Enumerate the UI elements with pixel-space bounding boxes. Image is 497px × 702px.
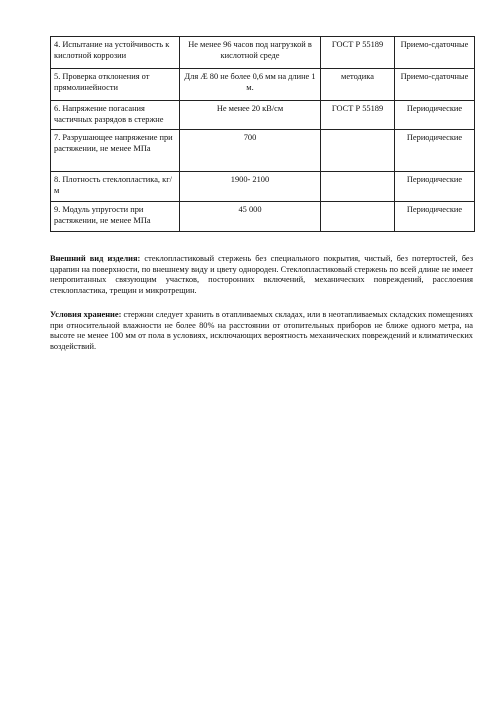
parameter-name-cell: 5. Проверка отклонения от прямолинейности [51,69,180,101]
table-row [51,172,475,202]
test-method-cell: ГОСТ Р 55189 [321,101,395,130]
parameter-value-cell: Не менее 20 кВ/см [180,101,321,130]
parameter-name-cell: 7. Разрушающее напряжение при растяжении, не менее МПа [51,130,180,172]
appearance-paragraph [50,254,473,296]
appearance-heading: Внешний вид изделия: [50,254,141,263]
parameter-name-cell: 8. Плотность стеклопластика, кг/м [51,172,180,202]
test-type-cell: Приемо-сдаточные [395,37,475,69]
parameter-name-cell: 9. Модуль упругости при растяжении, не менее МПа [51,202,180,232]
parameter-value-cell: 700 [180,130,321,172]
parameter-value-cell: 45 000 [180,202,321,232]
storage-paragraph [50,310,473,352]
parameter-value-cell: Для Æ 80 не более 0,6 мм на длине 1 м. [180,69,321,101]
test-method-cell: ГОСТ Р 55189 [321,37,395,69]
test-type-cell: Периодические [395,130,475,172]
test-type-cell: Периодические [395,202,475,232]
test-method-cell [321,202,395,232]
test-method-cell: методика [321,69,395,101]
parameter-name-cell: 6. Напряжение погасания частичных разрядов в стержне [51,101,180,130]
appearance-text: стеклопластиковый стержень без специального покрытия, чистый, без потертостей, без царапин на поверхности, по внешнему виду и цвету однороден. Стеклопластиковый стержень по всей длине не имеет непропитанных связующим участков, посторонних включений, механических повреждений, расслоения стеклопластика, трещин и микротрещин. [50,254,473,295]
storage-text: стержни следует хранить в отапливаемых складах, или в неотапливаемых складских помещениях при относительной влажности не более 80% на расстоянии от отопительных приборов не ближе одного метра, на высоте не менее 100 мм от пола в условиях, исключающих вероятность механических повреждений и климатических воздействий. [50,310,474,351]
parameter-value-cell: Не менее 96 часов под нагрузкой в кислотной среде [180,37,321,69]
parameter-name-cell: 4. Испытание на устойчивость к кислотной коррозии [51,37,180,69]
specification-table [50,36,475,232]
test-type-cell: Периодические [395,101,475,130]
parameter-value-cell: 1900- 2100 [180,172,321,202]
test-type-cell: Периодические [395,172,475,202]
table-row [51,101,475,130]
table-row [51,37,475,69]
test-method-cell [321,172,395,202]
table-row [51,130,475,172]
table-row [51,69,475,101]
test-method-cell [321,130,395,172]
table-row [51,202,475,232]
test-type-cell: Приемо-сдаточные [395,69,475,101]
storage-heading: Условия хранение: [50,310,122,319]
